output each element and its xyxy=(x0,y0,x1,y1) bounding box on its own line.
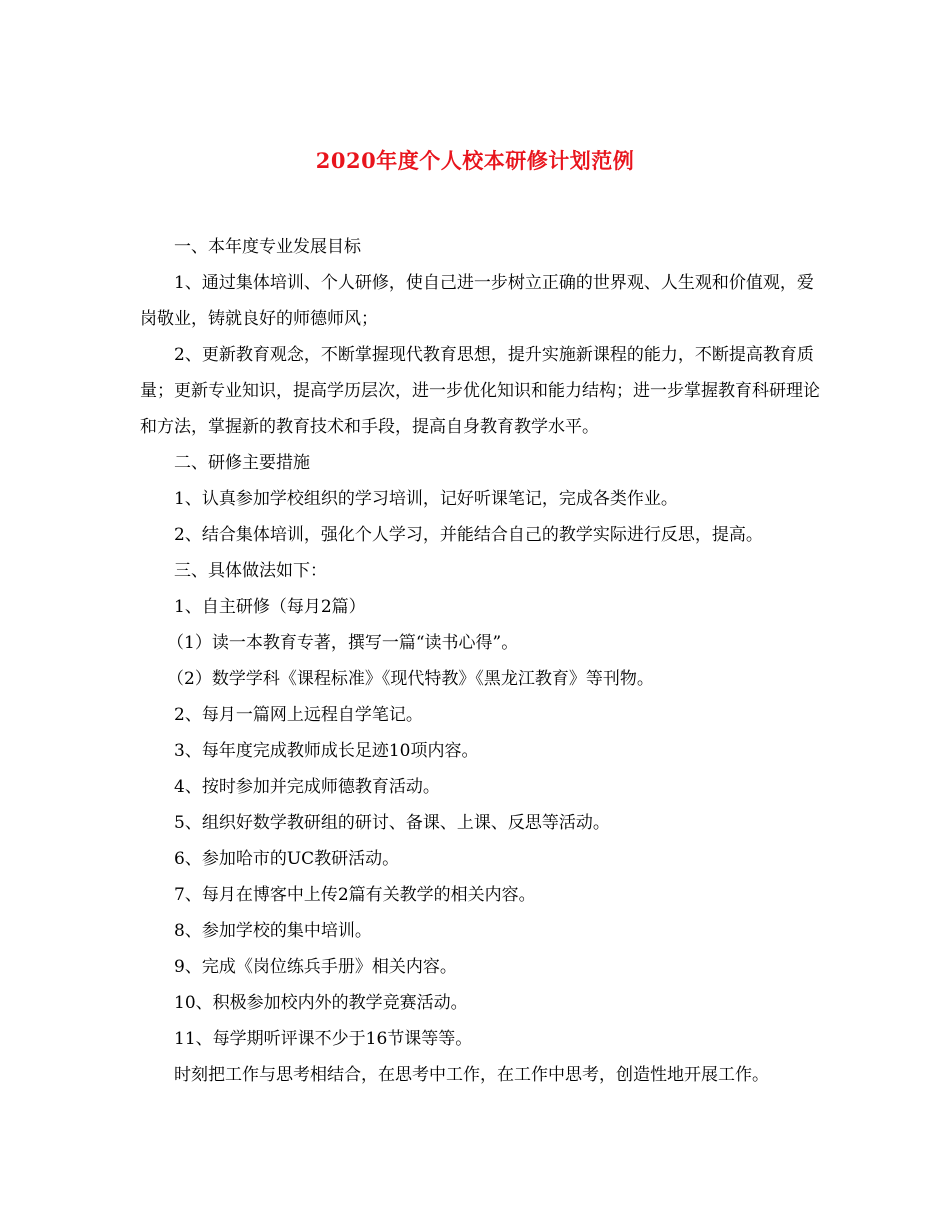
list-item: 6、参加哈市的UC教研活动。 xyxy=(174,849,400,869)
paragraph-measure-1: 1、认真参加学校组织的学习培训，记好听课笔记，完成各类作业。 xyxy=(174,489,678,509)
list-item: 5、组织好数学教研组的研讨、备课、上课、反思等活动。 xyxy=(174,813,610,833)
section-heading-practices: 三、具体做法如下： xyxy=(174,561,327,581)
list-item: 4、按时参加并完成师德教育活动。 xyxy=(174,777,440,797)
paragraph-measure-2: 2、结合集体培训，强化个人学习，并能结合自己的教学实际进行反思，提高。 xyxy=(174,525,763,545)
paragraph-goal-2: 2、更新教育观念，不断掌握现代教育思想，提升实施新课程的能力，不断提高教育质量；更新专业知识，提高学历层次，进一步优化知识和能力结构；进一步掌握教育科研理论和方法，掌握新的教育技术和手段，提高自身教育教学水平。 xyxy=(140,345,820,437)
list-item: 9、完成《岗位练兵手册》相关内容。 xyxy=(174,957,457,977)
document-title: 2020年度个人校本研修计划范例 xyxy=(315,148,635,173)
document-body xyxy=(140,229,830,1093)
closing-paragraph: 时刻把工作与思考相结合，在思考中工作，在工作中思考，创造性地开展工作。 xyxy=(174,1065,769,1085)
list-item: 11、每学期听评课不少于16节课等等。 xyxy=(174,1029,473,1049)
paragraph-goal-1: 1、通过集体培训、个人研修，使自己进一步树立正确的世界观、人生观和价值观，爱岗敬业，铸就良好的师德师风； xyxy=(140,273,814,329)
list-item: 2、每月一篇网上远程自学笔记。 xyxy=(174,705,423,725)
list-subitem: （2）数学学科《课程标准》《现代特教》《黑龙江教育》等刊物。 xyxy=(167,669,654,689)
list-subitem: （1）读一本教育专著，撰写一篇“读书心得”。 xyxy=(167,633,519,653)
list-item: 10、积极参加校内外的教学竞赛活动。 xyxy=(174,993,468,1013)
section-heading-goals: 一、本年度专业发展目标 xyxy=(174,237,361,257)
section-heading-measures: 二、研修主要措施 xyxy=(174,453,310,473)
list-item: 8、参加学校的集中培训。 xyxy=(174,921,372,941)
list-item: 3、每年度完成教师成长足迹10项内容。 xyxy=(174,741,479,761)
list-item: 7、每月在博客中上传2篇有关教学的相关内容。 xyxy=(174,885,536,905)
list-item: 1、自主研修（每月2篇） xyxy=(174,597,366,617)
